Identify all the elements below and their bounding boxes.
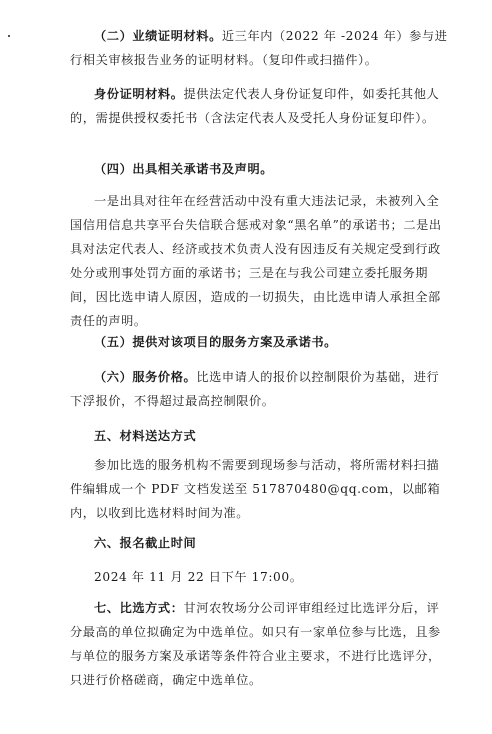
paragraph-performance-proof	[70, 24, 450, 72]
paragraph-service-price	[70, 365, 450, 413]
scan-speck	[8, 35, 10, 37]
heading-selection-method: 七、比选方式：	[94, 601, 184, 615]
text-service-price: 比选申请人的报价以控制限价为基础，进行下浮报价，不得超过最高控制限价。	[70, 370, 440, 408]
paragraph-commitment-details: 一是出具对往年在经营活动中没有重大违法记录，未被列入全国信用信息共享平台失信联合惩戒对象“黑名单”的承诺书；二是出具对法定代表人、经济或技术负责人没有因违反有关规定受到行政处分或刑事处罚方面的承诺书；三是在与我公司建立委托服务期间，因比选申请人原因，造成的一切损失，由比选申请人承担全部责任的声明。	[70, 194, 442, 328]
text-performance-proof: 近三年内（2022 年 -2024 年）参与进行相关审核报告业务的证明材料。（复印件或扫描件）。	[70, 29, 448, 67]
heading-identity-proof: 身份证明材料。	[94, 87, 184, 101]
text-identity-proof: 提供法定代表人身份证复印件，如委托其他人的，需提供授权委托书（含法定代表人及受托人身份证复印件）。	[70, 87, 440, 125]
heading-delivery-method: 五、材料送达方式	[94, 429, 197, 443]
heading-service-price: （六）服务价格。	[94, 370, 197, 384]
paragraph-delivery-method: 参加比选的服务机构不需要到现场参与活动，将所需材料扫描件编辑成一个 PDF 文档发送至 517870480@qq.com，以邮箱内，以收到比选材料时间为准。	[70, 458, 441, 520]
text-selection-method: 甘河农牧场分公司评审组经过比选评分后，评分最高的单位拟确定为中选单位。如只有一家单位参与比选，且参与单位的服务方案及承诺等条件符合业主要求，不进行比选评分，只进行价格磋商，确定中选单位。	[70, 601, 441, 687]
paragraph-selection-method	[70, 596, 450, 692]
heading-deadline: 六、报名截止时间	[94, 536, 197, 550]
paragraph-identity-proof	[70, 82, 450, 130]
heading-performance-proof: （二）业绩证明材料。	[94, 29, 222, 43]
heading-commitment-letters: （四）出具相关承诺书及声明。	[94, 162, 274, 176]
heading-service-plan: （五）提供对该项目的服务方案及承诺书。	[94, 335, 337, 349]
text-deadline: 2024 年 11 月 22 日下午 17:00。	[94, 570, 303, 584]
